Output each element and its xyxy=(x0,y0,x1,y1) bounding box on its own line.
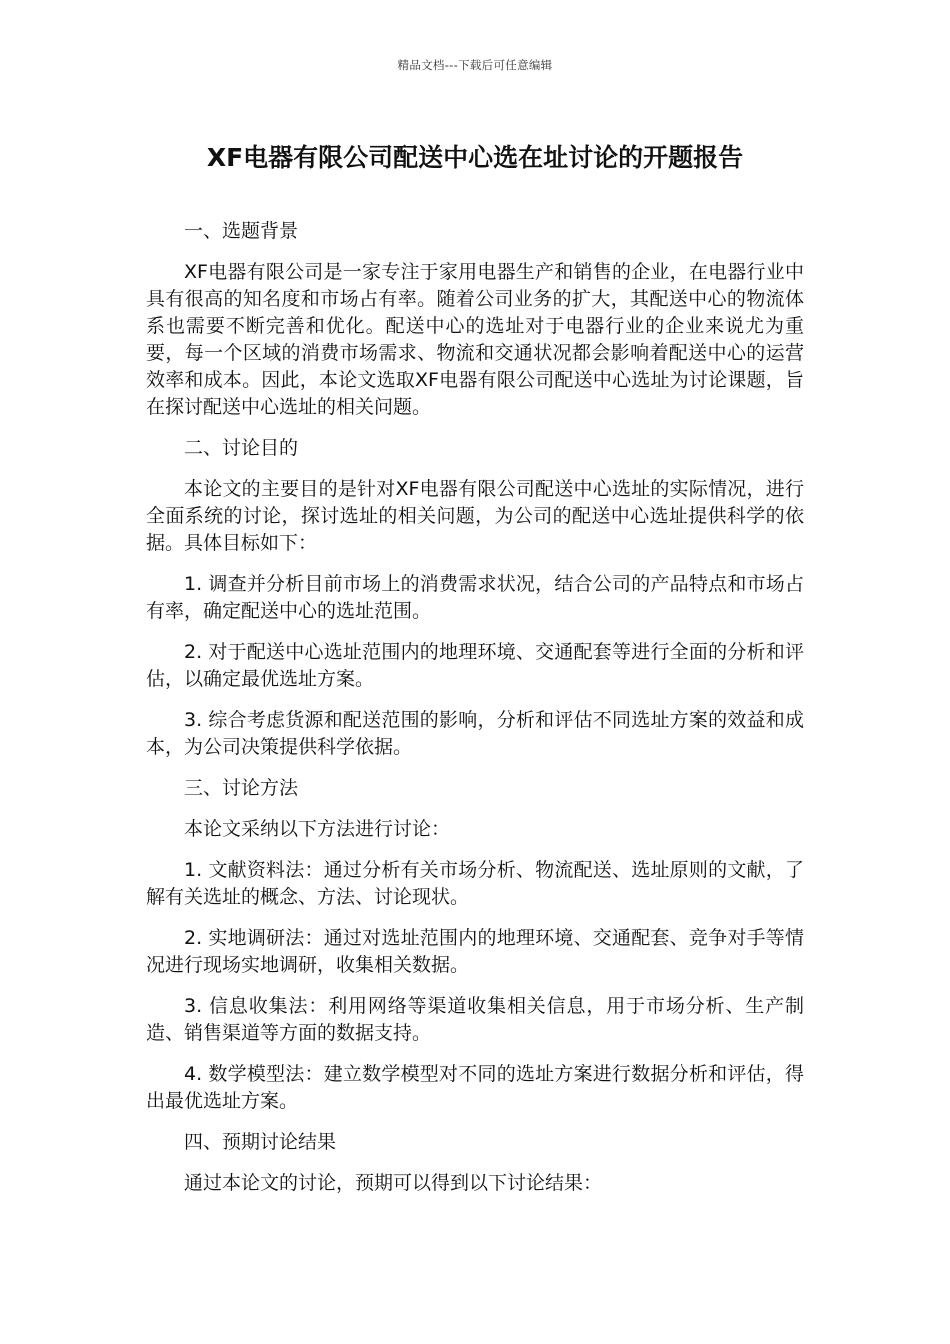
purpose-item-2: 2. 对于配送中心选址范围内的地理环境、交通配套等进行全面的分析和评估，以确定最优选址方案。 xyxy=(146,641,804,690)
document-body xyxy=(146,218,804,1211)
purpose-item-1: 1. 调查并分析目前市场上的消费需求状况，结合公司的产品特点和市场占有率，确定配送中心的选址范围。 xyxy=(146,573,804,622)
methods-item-1: 1. 文献资料法：通过分析有关市场分析、物流配送、选址原则的文献，了解有关选址的概念、方法、讨论现状。 xyxy=(146,859,804,908)
purpose-intro-paragraph: 本论文的主要目的是针对XF电器有限公司配送中心选址的实际情况，进行全面系统的讨论，探讨选址的相关问题，为公司的配送中心选址提供科学的依据。具体目标如下： xyxy=(146,478,804,554)
background-paragraph: XF电器有限公司是一家专注于家用电器生产和销售的企业，在电器行业中具有很高的知名度和市场占有率。随着公司业务的扩大，其配送中心的物流体系也需要不断完善和优化。配送中心的选址对于电器行业的企业来说尤为重要，每一个区域的消费市场需求、物流和交通状况都会影响着配送中心的运营效率和成本。因此，本论文选取XF电器有限公司配送中心选址为讨论课题，旨在探讨配送中心选址的相关问题。 xyxy=(146,261,804,418)
methods-item-4: 4. 数学模型法：建立数学模型对不同的选址方案进行数据分析和评估，得出最优选址方案。 xyxy=(146,1063,804,1112)
purpose-item-3: 3. 综合考虑货源和配送范围的影响，分析和评估不同选址方案的效益和成本，为公司决策提供科学依据。 xyxy=(146,709,804,758)
page-header-note: 精品文档---下载后可任意编辑 xyxy=(397,58,553,72)
section-heading-background: 一、选题背景 xyxy=(184,220,299,242)
methods-item-3: 3. 信息收集法：利用网络等渠道收集相关信息，用于市场分析、生产制造、销售渠道等方面的数据支持。 xyxy=(146,995,804,1044)
expected-results-intro: 通过本论文的讨论，预期可以得到以下讨论结果： xyxy=(184,1172,603,1194)
methods-item-2: 2. 实地调研法：通过对选址范围内的地理环境、交通配套、竞争对手等情况进行现场实地调研，收集相关数据。 xyxy=(146,927,804,976)
section-heading-expected-results: 四、预期讨论结果 xyxy=(184,1131,337,1153)
section-heading-purpose: 二、讨论目的 xyxy=(184,437,299,459)
document-title: XF电器有限公司配送中心选在址讨论的开题报告 xyxy=(206,143,744,172)
section-heading-methods: 三、讨论方法 xyxy=(184,777,299,799)
methods-intro-paragraph: 本论文采纳以下方法进行讨论： xyxy=(184,818,451,840)
